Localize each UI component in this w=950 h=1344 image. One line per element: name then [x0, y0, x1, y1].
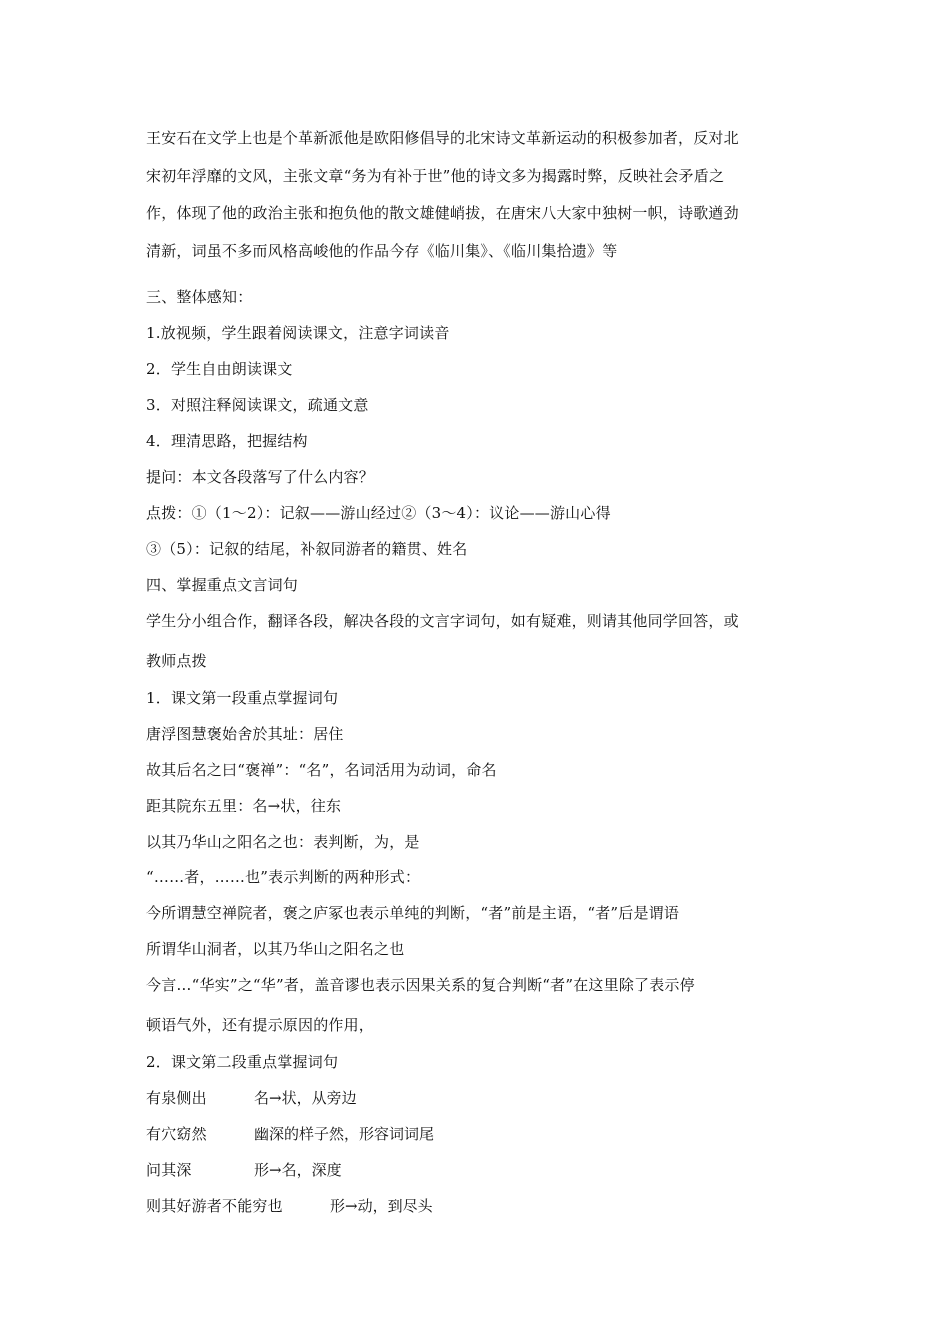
para1-line-1: 唐浮图慧褒始舍於其址：居住: [146, 725, 344, 743]
para1-line-7: 所谓华山洞者，以其乃华山之阳名之也: [146, 940, 405, 958]
section4-task-line-2: 教师点拨: [146, 652, 207, 670]
para2-row-3-phrase: 问其深: [146, 1161, 192, 1179]
section3-item-1: 1.放视频，学生跟着阅读课文，注意字词读音: [146, 324, 450, 342]
para2-row-4-phrase: 则其好游者不能穷也: [146, 1197, 283, 1215]
para1-line-8: 今言…“华实”之“华”者，盖音谬也表示因果关系的复合判断“者”在这里除了表示停: [146, 976, 695, 994]
para1-line-3: 距其院东五里：名→状，往东: [146, 797, 342, 815]
section3-item-2: 2．学生自由朗读课文: [146, 360, 293, 378]
intro-line-2: 宋初年浮靡的文风，主张文章“务为有补于世”他的诗文多为揭露时弊，反映社会矛盾之: [146, 167, 725, 185]
para1-line-6: 今所谓慧空禅院者，褒之庐冢也表示单纯的判断，“者”前是主语，“者”后是谓语: [146, 904, 680, 922]
section3-heading: 三、整体感知：: [146, 288, 253, 306]
para1-title: 1．课文第一段重点掌握词句: [146, 689, 339, 707]
para1-line-4: 以其乃华山之阳名之也：表判断，为，是: [146, 833, 420, 851]
para2-row-3-note: 形→名，深度: [254, 1161, 342, 1179]
intro-line-1: 王安石在文学上也是个革新派他是欧阳修倡导的北宋诗文革新运动的积极参加者，反对北: [146, 129, 739, 147]
intro-line-3: 作，体现了他的政治主张和抱负他的散文雄健峭拔，在唐宋八大家中独树一帜，诗歌遒劲: [146, 204, 739, 222]
para2-title: 2．课文第二段重点掌握词句: [146, 1053, 339, 1071]
para1-line-2: 故其后名之曰“褒禅”：“名”，名词活用为动词，命名: [146, 761, 497, 779]
section3-item-4: 4．理清思路，把握结构: [146, 432, 308, 450]
para2-row-1-note: 名→状，从旁边: [254, 1089, 357, 1107]
section3-hint-2: ③（5）：记叙的结尾，补叙同游者的籍贯、姓名: [146, 540, 468, 558]
para2-row-2-note: 幽深的样子然，形容词词尾: [254, 1125, 435, 1143]
section3-item-3: 3．对照注释阅读课文，疏通文意: [146, 396, 369, 414]
para2-row-1-phrase: 有泉侧出: [146, 1089, 207, 1107]
para1-line-5: “……者，……也”表示判断的两种形式：: [146, 868, 421, 886]
intro-line-4: 清新，词虽不多而风格高峻他的作品今存《临川集》、《临川集拾遗》等: [146, 242, 618, 260]
para2-row-4-note: 形→动，到尽头: [330, 1197, 433, 1215]
section3-question: 提问：本文各段落写了什么内容？: [146, 468, 375, 486]
para1-line-9: 顿语气外，还有提示原因的作用，: [146, 1016, 375, 1034]
section3-hint-1: 点拨：①（1～2）：记叙——游山经过②（3～4）：议论——游山心得: [146, 504, 611, 522]
para2-row-2-phrase: 有穴窈然: [146, 1125, 207, 1143]
section4-task-line-1: 学生分小组合作，翻译各段，解决各段的文言字词句，如有疑难，则请其他同学回答，或: [146, 612, 739, 630]
section4-heading: 四、掌握重点文言词句: [146, 576, 299, 594]
